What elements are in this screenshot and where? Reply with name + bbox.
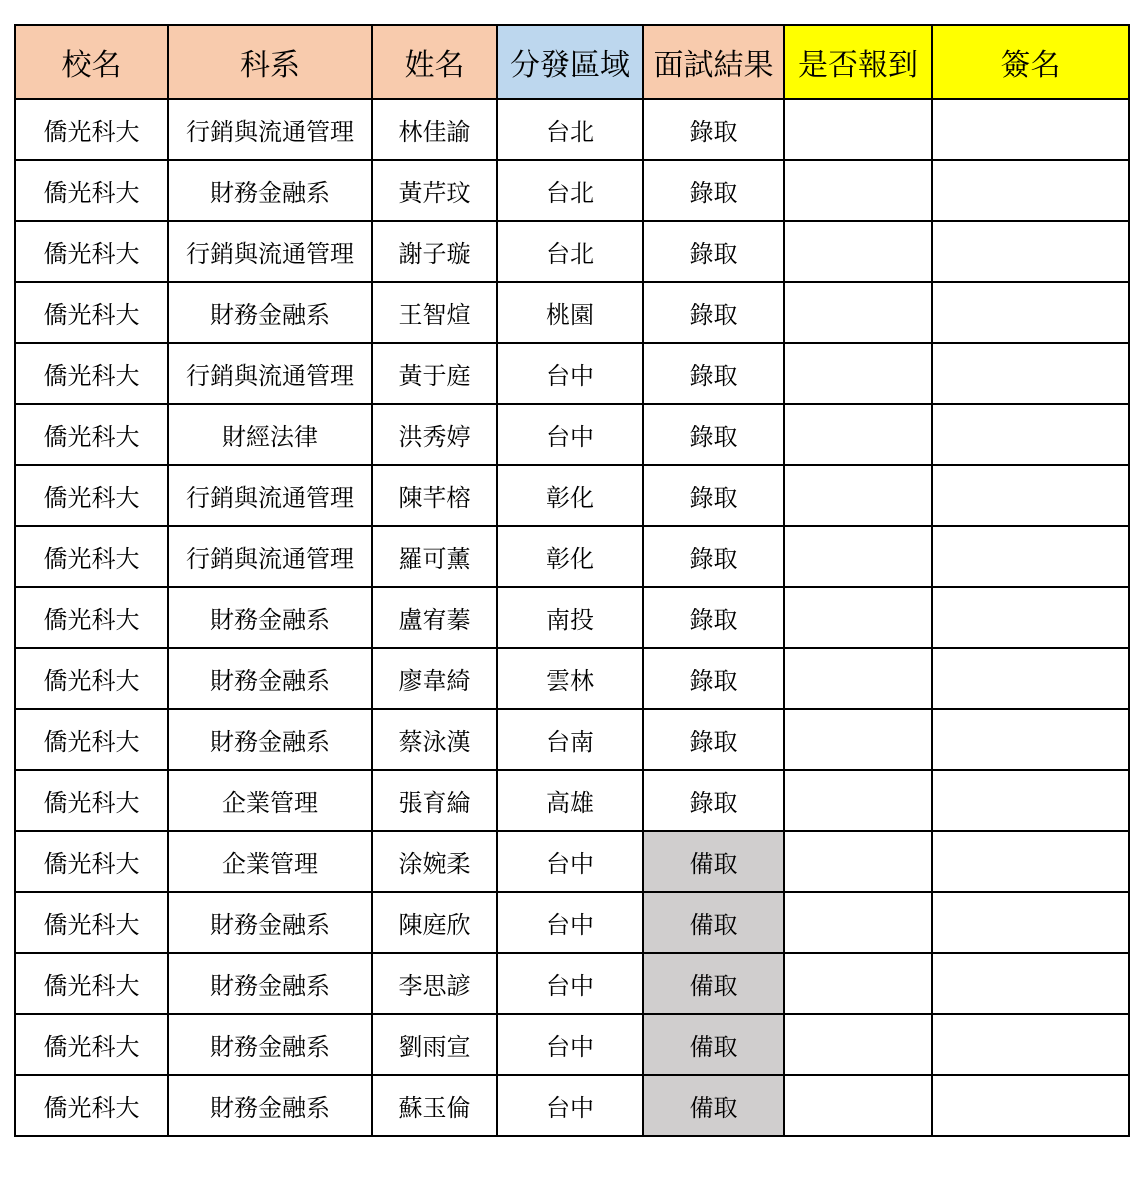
table-row (15, 221, 1129, 282)
reported-cell[interactable] (784, 587, 932, 648)
name-cell: 涂婉柔 (372, 831, 497, 892)
region-cell: 南投 (497, 587, 643, 648)
name-cell: 黃于庭 (372, 343, 497, 404)
region-cell: 台中 (497, 892, 643, 953)
department-cell: 企業管理 (168, 770, 372, 831)
school-cell: 僑光科大 (15, 1075, 168, 1136)
name-cell: 李思諺 (372, 953, 497, 1014)
department-cell: 財務金融系 (168, 648, 372, 709)
reported-cell[interactable] (784, 831, 932, 892)
signature-cell[interactable] (932, 282, 1129, 343)
header-school: 校名 (15, 25, 168, 99)
table-row (15, 526, 1129, 587)
signature-cell[interactable] (932, 648, 1129, 709)
result-cell: 錄取 (643, 465, 784, 526)
signature-cell[interactable] (932, 526, 1129, 587)
name-cell: 蘇玉倫 (372, 1075, 497, 1136)
table-row (15, 404, 1129, 465)
result-cell: 錄取 (643, 343, 784, 404)
region-cell: 台中 (497, 343, 643, 404)
reported-cell[interactable] (784, 892, 932, 953)
name-cell: 盧宥蓁 (372, 587, 497, 648)
result-cell: 錄取 (643, 221, 784, 282)
department-cell: 財務金融系 (168, 709, 372, 770)
table-row (15, 282, 1129, 343)
signature-cell[interactable] (932, 831, 1129, 892)
department-cell: 財務金融系 (168, 892, 372, 953)
table-row (15, 587, 1129, 648)
table-row (15, 831, 1129, 892)
signature-cell[interactable] (932, 892, 1129, 953)
school-cell: 僑光科大 (15, 953, 168, 1014)
school-cell: 僑光科大 (15, 648, 168, 709)
name-cell: 張育綸 (372, 770, 497, 831)
signature-cell[interactable] (932, 99, 1129, 160)
school-cell: 僑光科大 (15, 221, 168, 282)
region-cell: 台南 (497, 709, 643, 770)
region-cell: 台中 (497, 1014, 643, 1075)
table-row (15, 465, 1129, 526)
region-cell: 高雄 (497, 770, 643, 831)
school-cell: 僑光科大 (15, 831, 168, 892)
school-cell: 僑光科大 (15, 282, 168, 343)
reported-cell[interactable] (784, 404, 932, 465)
department-cell: 行銷與流通管理 (168, 343, 372, 404)
signature-cell[interactable] (932, 709, 1129, 770)
name-cell: 陳庭欣 (372, 892, 497, 953)
reported-cell[interactable] (784, 770, 932, 831)
school-cell: 僑光科大 (15, 770, 168, 831)
reported-cell[interactable] (784, 709, 932, 770)
result-cell: 錄取 (643, 99, 784, 160)
signature-cell[interactable] (932, 465, 1129, 526)
interview-results-table (14, 24, 1130, 1137)
reported-cell[interactable] (784, 221, 932, 282)
table-row (15, 770, 1129, 831)
result-cell: 備取 (643, 831, 784, 892)
table-row (15, 160, 1129, 221)
result-cell: 備取 (643, 892, 784, 953)
reported-cell[interactable] (784, 648, 932, 709)
signature-cell[interactable] (932, 1014, 1129, 1075)
region-cell: 台中 (497, 1075, 643, 1136)
reported-cell[interactable] (784, 99, 932, 160)
table-row (15, 1075, 1129, 1136)
region-cell: 台中 (497, 404, 643, 465)
header-region: 分發區域 (497, 25, 643, 99)
signature-cell[interactable] (932, 587, 1129, 648)
department-cell: 行銷與流通管理 (168, 465, 372, 526)
result-cell: 備取 (643, 1075, 784, 1136)
reported-cell[interactable] (784, 1014, 932, 1075)
region-cell: 桃園 (497, 282, 643, 343)
header-name: 姓名 (372, 25, 497, 99)
name-cell: 羅可薰 (372, 526, 497, 587)
department-cell: 財務金融系 (168, 282, 372, 343)
name-cell: 陳芊榕 (372, 465, 497, 526)
school-cell: 僑光科大 (15, 1014, 168, 1075)
department-cell: 財務金融系 (168, 953, 372, 1014)
region-cell: 台中 (497, 831, 643, 892)
name-cell: 王智煊 (372, 282, 497, 343)
signature-cell[interactable] (932, 343, 1129, 404)
department-cell: 行銷與流通管理 (168, 221, 372, 282)
result-cell: 錄取 (643, 770, 784, 831)
department-cell: 企業管理 (168, 831, 372, 892)
name-cell: 謝子璇 (372, 221, 497, 282)
signature-cell[interactable] (932, 221, 1129, 282)
region-cell: 彰化 (497, 465, 643, 526)
region-cell: 台北 (497, 221, 643, 282)
name-cell: 劉雨宣 (372, 1014, 497, 1075)
result-cell: 錄取 (643, 648, 784, 709)
department-cell: 財務金融系 (168, 1014, 372, 1075)
header-department: 科系 (168, 25, 372, 99)
school-cell: 僑光科大 (15, 587, 168, 648)
school-cell: 僑光科大 (15, 526, 168, 587)
name-cell: 洪秀婷 (372, 404, 497, 465)
name-cell: 黃芹玟 (372, 160, 497, 221)
result-cell: 備取 (643, 953, 784, 1014)
region-cell: 彰化 (497, 526, 643, 587)
table-row (15, 1014, 1129, 1075)
reported-cell[interactable] (784, 160, 932, 221)
reported-cell[interactable] (784, 1075, 932, 1136)
department-cell: 財務金融系 (168, 160, 372, 221)
signature-cell[interactable] (932, 160, 1129, 221)
reported-cell[interactable] (784, 465, 932, 526)
result-cell: 錄取 (643, 587, 784, 648)
school-cell: 僑光科大 (15, 892, 168, 953)
reported-cell[interactable] (784, 343, 932, 404)
region-cell: 台北 (497, 160, 643, 221)
reported-cell[interactable] (784, 953, 932, 1014)
result-cell: 備取 (643, 1014, 784, 1075)
table-row (15, 648, 1129, 709)
result-cell: 錄取 (643, 282, 784, 343)
school-cell: 僑光科大 (15, 709, 168, 770)
header-interview-result: 面試結果 (643, 25, 784, 99)
header-row (15, 25, 1129, 99)
school-cell: 僑光科大 (15, 465, 168, 526)
region-cell: 雲林 (497, 648, 643, 709)
result-cell: 錄取 (643, 160, 784, 221)
department-cell: 行銷與流通管理 (168, 526, 372, 587)
header-signature: 簽名 (932, 25, 1129, 99)
result-cell: 錄取 (643, 709, 784, 770)
result-cell: 錄取 (643, 526, 784, 587)
department-cell: 財務金融系 (168, 587, 372, 648)
name-cell: 蔡泳漢 (372, 709, 497, 770)
signature-cell[interactable] (932, 953, 1129, 1014)
region-cell: 台北 (497, 99, 643, 160)
signature-cell[interactable] (932, 1075, 1129, 1136)
table-row (15, 953, 1129, 1014)
table-body (15, 99, 1129, 1136)
reported-cell[interactable] (784, 526, 932, 587)
school-cell: 僑光科大 (15, 99, 168, 160)
name-cell: 廖韋綺 (372, 648, 497, 709)
table-row (15, 343, 1129, 404)
result-cell: 錄取 (643, 404, 784, 465)
signature-cell[interactable] (932, 770, 1129, 831)
region-cell: 台中 (497, 953, 643, 1014)
school-cell: 僑光科大 (15, 160, 168, 221)
department-cell: 財經法律 (168, 404, 372, 465)
school-cell: 僑光科大 (15, 343, 168, 404)
signature-cell[interactable] (932, 404, 1129, 465)
header-reported: 是否報到 (784, 25, 932, 99)
reported-cell[interactable] (784, 282, 932, 343)
table-row (15, 892, 1129, 953)
department-cell: 行銷與流通管理 (168, 99, 372, 160)
department-cell: 財務金融系 (168, 1075, 372, 1136)
school-cell: 僑光科大 (15, 404, 168, 465)
table-row (15, 709, 1129, 770)
table-row (15, 99, 1129, 160)
name-cell: 林佳諭 (372, 99, 497, 160)
